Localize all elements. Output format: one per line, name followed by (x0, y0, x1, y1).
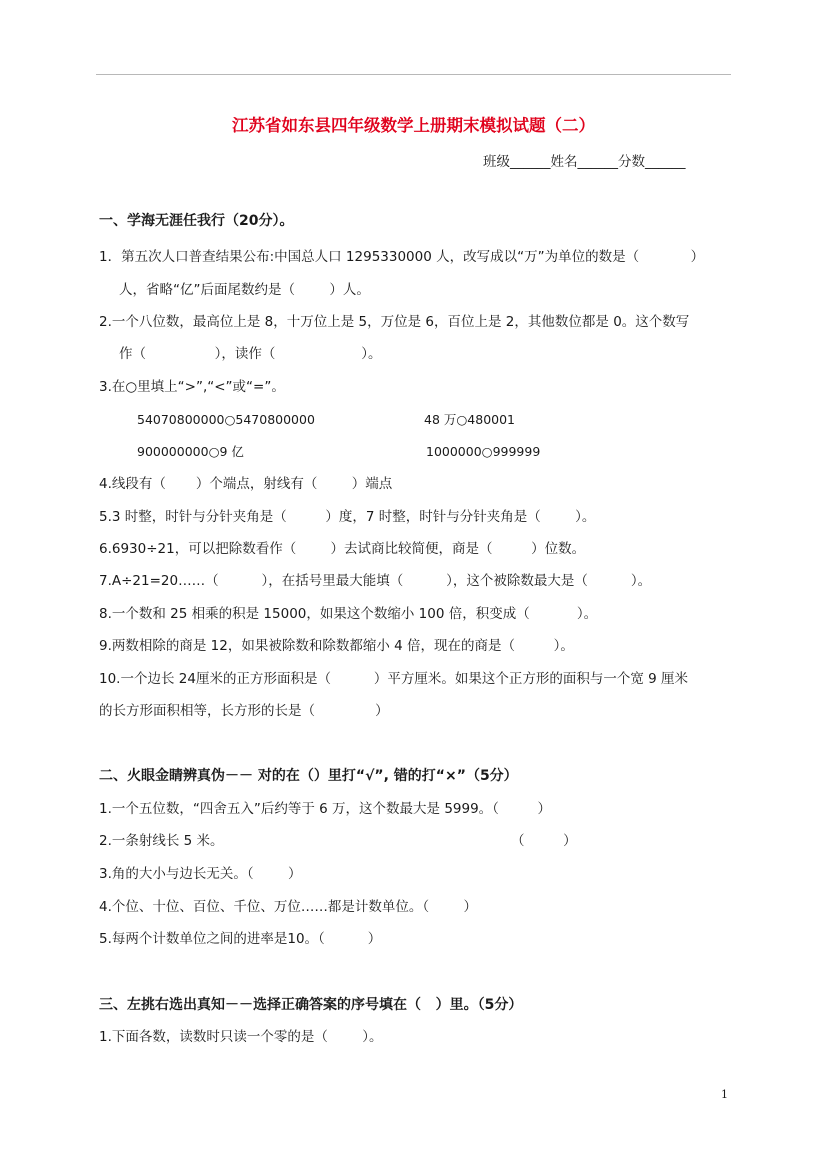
s1-q7: 7.A÷21=20……（ ），在括号里最大能填（ ），这个被除数最大是（ ）。 (99, 573, 652, 589)
s3-q1: 1.下面各数，读数时只读一个零的是（ ）。 (99, 1029, 383, 1045)
header-rule (96, 74, 731, 75)
s2-q5: 5.每两个计数单位之间的进率是10。（ ） (99, 931, 382, 947)
s2-q4: 4.个位、十位、百位、千位、万位……都是计数单位。（ ） (99, 899, 477, 915)
s2-q1: 1.一个五位数，“四舍五入”后约等于 6 万，这个数最大是 5999。（ ） (99, 801, 552, 817)
s2-q3: 3.角的大小与边长无关。（ ） (99, 866, 302, 882)
s1-q3-compare-d: 1000000○999999 (426, 444, 541, 459)
s1-q3: 3.在○里填上“>”,“<”或“=”。 (99, 379, 285, 395)
class-name-score-line: 班级______姓名______分数______ (483, 154, 686, 170)
s1-q4: 4.线段有（ ）个端点，射线有（ ）端点 (99, 476, 393, 492)
s1-q1-line2: 人，省略“亿”后面尾数约是（ ）人。 (119, 282, 370, 298)
page-title: 江苏省如东县四年级数学上册期末模拟试题（二） (232, 116, 595, 135)
s1-q6: 6.6930÷21，可以把除数看作（ ）去试商比较简便，商是（ ）位数。 (99, 541, 586, 557)
s1-q3-compare-c: 900000000○9 亿 (137, 444, 244, 459)
s1-q10-line2: 的长方形面积相等，长方形的长是（ ） (99, 703, 389, 719)
section3-heading: 三、左挑右选出真知－－选择正确答案的序号填在（ ）里。（5分） (99, 997, 523, 1013)
s1-q2-line1: 2.一个八位数，最高位上是 8，十万位上是 5，万位是 6，百位上是 2，其他数位都是 0。这个数写 (99, 314, 690, 330)
s1-q3-compare-a: 54070800000○5470800000 (137, 412, 315, 427)
s1-q1-line1: 1．第五次人口普查结果公布:中国总人口 1295330000 人，改写成以“万”为单位的数是（ ） (99, 249, 705, 265)
s1-q5: 5.3 时整，时针与分针夹角是（ ）度，7 时整，时针与分针夹角是（ ）。 (99, 509, 596, 525)
s1-q9: 9.两数相除的商是 12，如果被除数和除数都缩小 4 倍，现在的商是（ ）。 (99, 638, 574, 654)
s2-q2-text: 2.一条射线长 5 米。 (99, 833, 224, 849)
s1-q8: 8.一个数和 25 相乘的积是 15000，如果这个数缩小 100 倍，积变成（ ）。 (99, 606, 598, 622)
s1-q2-line2: 作（ ），读作（ ）。 (119, 346, 382, 362)
s1-q3-compare-b: 48 万○480001 (424, 412, 516, 427)
section2-heading: 二、火眼金睛辨真伪－－ 对的在（）里打“√”, 错的打“×”（5分） (99, 768, 518, 784)
section1-heading: 一、学海无涯任我行（20分）。 (99, 213, 294, 229)
s2-q2-blank: （ ） (511, 833, 577, 849)
page-number: 1 (721, 1088, 728, 1101)
s1-q10-line1: 10.一个边长 24厘米的正方形面积是（ ）平方厘米。如果这个正方形的面积与一个宽 9 厘米 (99, 671, 689, 687)
